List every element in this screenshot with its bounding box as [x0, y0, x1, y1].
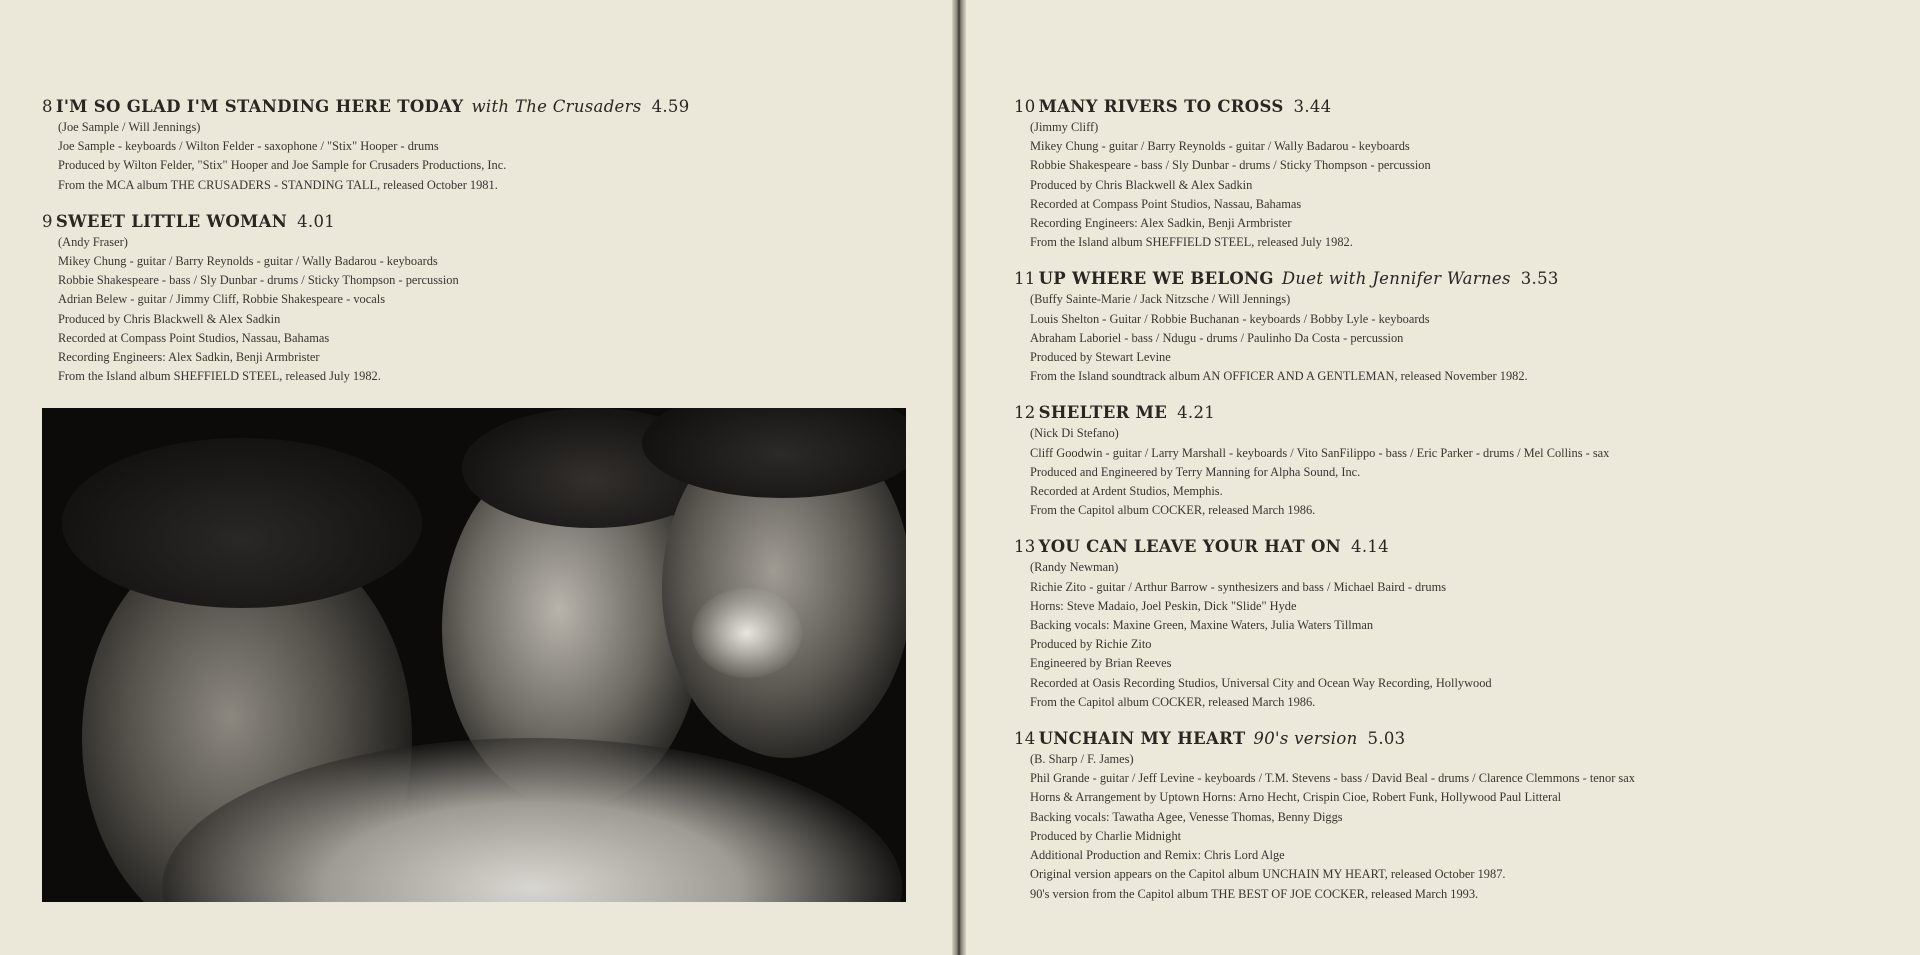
- credit-line: Mikey Chung - guitar / Barry Reynolds - guitar / Wally Badarou - keyboards: [58, 254, 438, 269]
- track-title: SHELTER ME: [1038, 403, 1168, 423]
- right-track-list: [1014, 96, 1904, 920]
- track-entry: [1014, 96, 1904, 252]
- left-track-list: [42, 96, 922, 402]
- track-title: UNCHAIN MY HEART: [1038, 729, 1246, 749]
- credit-line: Original version appears on the Capitol album UNCHAIN MY HEART, released October 1987.: [1030, 867, 1506, 882]
- credit-line: Produced by Chris Blackwell & Alex Sadkin: [58, 311, 281, 326]
- credit-line: Robbie Shakespeare - bass / Sly Dunbar - drums / Sticky Thompson - percussion: [1030, 158, 1431, 173]
- track-title: UP WHERE WE BELONG: [1038, 269, 1274, 289]
- track-note: with The Crusaders: [471, 97, 642, 116]
- credit-line: Produced and Engineered by Terry Manning for Alpha Sound, Inc.: [1030, 464, 1361, 479]
- credit-line: From the Island album SHEFFIELD STEEL, released July 1982.: [1030, 235, 1353, 250]
- credit-line: Produced by Richie Zito: [1030, 637, 1152, 652]
- book-spine: [952, 0, 966, 955]
- track-duration: 3.53: [1520, 269, 1559, 289]
- credit-line: 90's version from the Capitol album THE BEST OF JOE COCKER, released March 1993.: [1030, 886, 1479, 901]
- track-duration: 5.03: [1367, 729, 1406, 749]
- credit-line: Phil Grande - guitar / Jeff Levine - keyboards / T.M. Stevens - bass / David Beal - drums / Clarence Clemmons - tenor sax: [1030, 771, 1635, 786]
- track-number: 10: [1014, 97, 1036, 116]
- credit-line: Produced by Stewart Levine: [1030, 350, 1171, 365]
- credit-line: (Jimmy Cliff): [1030, 120, 1099, 134]
- credit-line: Cliff Goodwin - guitar / Larry Marshall - keyboards / Vito SanFilippo - bass / Eric Parker - drums / Mel Collins - sax: [1030, 445, 1610, 460]
- track-entry: [42, 211, 922, 387]
- track-duration: 4.01: [297, 211, 336, 231]
- track-heading: [1014, 268, 1904, 290]
- credit-line: Abraham Laboriel - bass / Ndugu - drums / Paulinho Da Costa - percussion: [1030, 330, 1404, 345]
- credit-line: From the MCA album THE CRUSADERS - STANDING TALL, released October 1981.: [58, 177, 498, 192]
- track-credits: [1030, 290, 1904, 386]
- credit-line: Horns & Arrangement by Uptown Horns: Arno Hecht, Crispin Cioe, Robert Funk, Hollywood Paul Litteral: [1030, 790, 1562, 805]
- credit-line: From the Island soundtrack album AN OFFICER AND A GENTLEMAN, released November 1982.: [1030, 369, 1528, 384]
- track-entry: [1014, 402, 1904, 520]
- credit-line: (Joe Sample / Will Jennings): [58, 120, 201, 134]
- track-note: Duet with Jennifer Warnes: [1281, 269, 1511, 289]
- track-duration: 4.14: [1351, 537, 1389, 557]
- credit-line: From the Island album SHEFFIELD STEEL, released July 1982.: [58, 369, 381, 384]
- credit-line: Recorded at Oasis Recording Studios, Universal City and Ocean Way Recording, Hollywood: [1030, 675, 1492, 690]
- track-heading: [1014, 536, 1904, 558]
- track-heading: [1014, 728, 1904, 750]
- credit-line: From the Capitol album COCKER, released March 1986.: [1030, 694, 1316, 709]
- credit-line: Additional Production and Remix: Chris Lord Alge: [1030, 848, 1285, 863]
- credit-line: Produced by Wilton Felder, "Stix" Hooper and Joe Sample for Crusaders Productions, Inc.: [58, 158, 507, 173]
- track-number: 8: [42, 97, 53, 116]
- track-number: 14: [1014, 729, 1036, 749]
- track-credits: [1030, 424, 1904, 520]
- credit-line: Backing vocals: Maxine Green, Maxine Waters, Julia Waters Tillman: [1030, 618, 1374, 633]
- credit-line: (B. Sharp / F. James): [1030, 752, 1134, 767]
- credit-line: (Buffy Sainte-Marie / Jack Nitzsche / Will Jennings): [1030, 292, 1291, 307]
- credit-line: (Nick Di Stefano): [1030, 426, 1119, 441]
- band-photo: [42, 408, 906, 902]
- track-title: I'M SO GLAD I'M STANDING HERE TODAY: [55, 97, 464, 116]
- track-entry: [1014, 268, 1904, 386]
- track-title: YOU CAN LEAVE YOUR HAT ON: [1038, 537, 1342, 557]
- credit-line: Horns: Steve Madaio, Joel Peskin, Dick "Slide" Hyde: [1030, 598, 1297, 613]
- credit-line: Recorded at Compass Point Studios, Nassau, Bahamas: [1030, 196, 1302, 211]
- credit-line: Robbie Shakespeare - bass / Sly Dunbar - drums / Sticky Thompson - percussion: [58, 273, 459, 288]
- track-entry: [42, 96, 922, 195]
- track-number: 12: [1014, 403, 1036, 423]
- credit-line: Mikey Chung - guitar / Barry Reynolds - guitar / Wally Badarou - keyboards: [1030, 139, 1410, 154]
- track-heading: [42, 96, 922, 118]
- track-note: 90's version: [1253, 729, 1358, 749]
- track-title: SWEET LITTLE WOMAN: [55, 211, 288, 231]
- track-duration: 4.21: [1177, 403, 1216, 423]
- track-credits: [1030, 750, 1904, 904]
- track-credits: [1030, 558, 1904, 712]
- credit-line: Produced by Chris Blackwell & Alex Sadkin: [1030, 177, 1253, 192]
- track-duration: 3.44: [1293, 97, 1332, 116]
- credit-line: Joe Sample - keyboards / Wilton Felder - saxophone / "Stix" Hooper - drums: [58, 139, 439, 154]
- credit-line: From the Capitol album COCKER, released March 1986.: [1030, 503, 1316, 518]
- credit-line: Richie Zito - guitar / Arthur Barrow - synthesizers and bass / Michael Baird - drums: [1030, 579, 1447, 594]
- track-duration: 4.59: [651, 97, 690, 116]
- track-number: 11: [1014, 269, 1036, 289]
- track-number: 13: [1014, 537, 1036, 557]
- track-entry: [1014, 728, 1904, 904]
- credit-line: Recorded at Compass Point Studios, Nassau, Bahamas: [58, 330, 330, 345]
- track-credits: [58, 118, 922, 195]
- credit-line: Recording Engineers: Alex Sadkin, Benji Armbrister: [58, 350, 320, 365]
- credit-line: Backing vocals: Tawatha Agee, Venesse Thomas, Benny Diggs: [1030, 809, 1343, 824]
- track-heading: [42, 211, 922, 233]
- track-heading: [1014, 402, 1904, 424]
- track-entry: [1014, 536, 1904, 712]
- credit-line: Recorded at Ardent Studios, Memphis.: [1030, 484, 1223, 499]
- credit-line: Produced by Charlie Midnight: [1030, 828, 1182, 843]
- left-page: [0, 0, 952, 955]
- right-page: [966, 0, 1920, 955]
- track-credits: [58, 233, 922, 387]
- track-number: 9: [42, 211, 53, 231]
- credit-line: Engineered by Brian Reeves: [1030, 656, 1172, 671]
- credit-line: Adrian Belew - guitar / Jimmy Cliff, Robbie Shakespeare - vocals: [58, 292, 386, 307]
- credit-line: Louis Shelton - Guitar / Robbie Buchanan - keyboards / Bobby Lyle - keyboards: [1030, 311, 1430, 326]
- credit-line: Recording Engineers: Alex Sadkin, Benji Armbrister: [1030, 216, 1292, 231]
- track-title: MANY RIVERS TO CROSS: [1038, 97, 1284, 116]
- track-heading: [1014, 96, 1904, 118]
- credit-line: (Randy Newman): [1030, 560, 1119, 575]
- track-credits: [1030, 118, 1904, 252]
- credit-line: (Andy Fraser): [58, 234, 128, 249]
